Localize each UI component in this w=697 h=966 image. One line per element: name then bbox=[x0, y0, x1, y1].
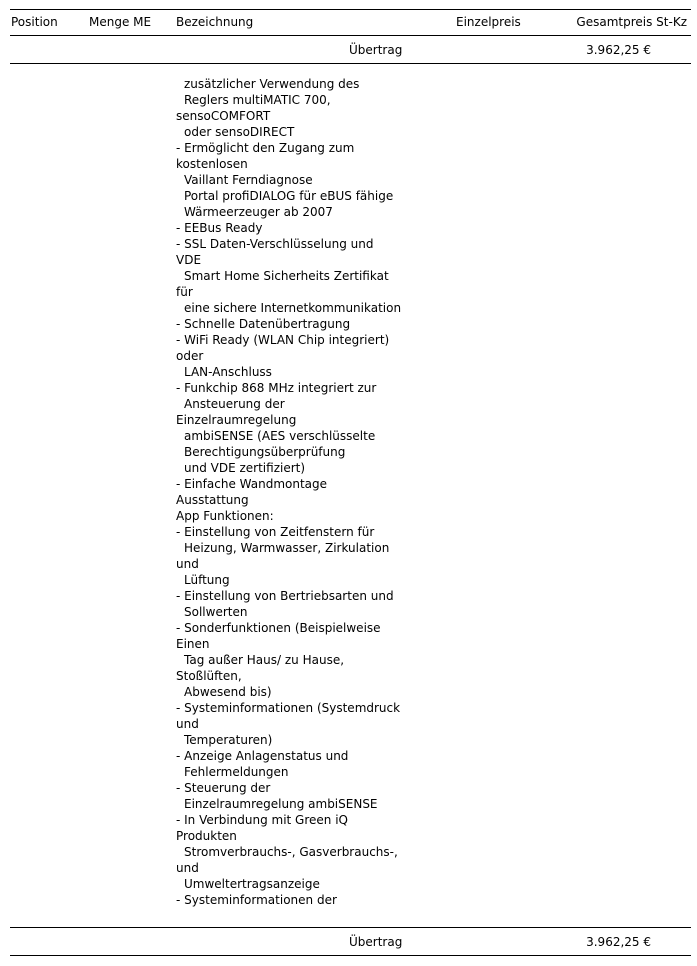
description-line: - Anzeige Anlagenstatus und bbox=[176, 749, 349, 763]
description-line: Ansteuerung der bbox=[184, 397, 285, 411]
description-line: oder sensoDIRECT bbox=[184, 125, 295, 139]
description-line: eine sichere Internetkommunikation bbox=[184, 301, 402, 315]
header-top-rule bbox=[10, 9, 691, 10]
description-line: - Ermöglicht den Zugang zum bbox=[176, 141, 355, 155]
carry-over-label-top: Übertrag bbox=[349, 43, 403, 57]
description-line: - EEBus Ready bbox=[176, 221, 263, 235]
description-line: - Steuerung der bbox=[176, 781, 271, 795]
description-line: Berechtigungsüberprüfung bbox=[184, 445, 346, 459]
description-line: App Funktionen: bbox=[176, 509, 274, 523]
description-line: - SSL Daten-Verschlüsselung und bbox=[176, 237, 374, 251]
description-line: Umweltertragsanzeige bbox=[184, 877, 320, 891]
description-line: - Systeminformationen der bbox=[176, 893, 337, 907]
description-line: Einzelraumregelung ambiSENSE bbox=[184, 797, 378, 811]
description-line: oder bbox=[176, 349, 204, 363]
description-line: Smart Home Sicherheits Zertifikat bbox=[184, 269, 389, 283]
description-line: Vaillant Ferndiagnose bbox=[184, 173, 313, 187]
description-line: - Systeminformationen (Systemdruck bbox=[176, 701, 401, 715]
description-line: Abwesend bis) bbox=[184, 685, 272, 699]
description-line: Lüftung bbox=[184, 573, 230, 587]
description-line: Ausstattung bbox=[176, 493, 249, 507]
column-header-menge-me: Menge ME bbox=[89, 15, 152, 29]
description-line: - Einstellung von Zeitfenstern für bbox=[176, 525, 375, 539]
description-line: Reglers multiMATIC 700, bbox=[184, 93, 331, 107]
description-line: - Einstellung von Bertriebsarten und bbox=[176, 589, 394, 603]
carry-over-top-rule bbox=[10, 63, 691, 64]
description-line: Portal profiDIALOG für eBUS fähige bbox=[184, 189, 394, 203]
description-line: kostenlosen bbox=[176, 157, 248, 171]
description-line: LAN-Anschluss bbox=[184, 365, 272, 379]
description-line: Einen bbox=[176, 637, 210, 651]
description-line: - Sonderfunktionen (Beispielweise bbox=[176, 621, 381, 635]
description-line: zusätzlicher Verwendung des bbox=[184, 77, 360, 91]
column-header-einzelpreis: Einzelpreis bbox=[456, 15, 521, 29]
item-description bbox=[176, 76, 416, 908]
description-line: sensoCOMFORT bbox=[176, 109, 271, 123]
header-bottom-rule bbox=[10, 35, 691, 36]
description-line: Tag außer Haus/ zu Hause, bbox=[184, 653, 345, 667]
description-line: und bbox=[176, 717, 199, 731]
description-line: für bbox=[176, 285, 193, 299]
carry-over-amount-top: 3.962,25 € bbox=[586, 43, 651, 57]
description-line: - Schnelle Datenübertragung bbox=[176, 317, 351, 331]
description-line: Sollwerten bbox=[184, 605, 248, 619]
description-line: ambiSENSE (AES verschlüsselte bbox=[184, 429, 376, 443]
description-line: und bbox=[176, 557, 199, 571]
column-header-position: Position bbox=[11, 15, 58, 29]
description-line: - Funkchip 868 MHz integriert zur bbox=[176, 381, 377, 395]
description-line: VDE bbox=[176, 253, 202, 267]
description-line: Produkten bbox=[176, 829, 237, 843]
column-header-gesamtpreis-stkz: Gesamtpreis St-Kz bbox=[576, 15, 687, 29]
description-line: - Einfache Wandmontage bbox=[176, 477, 328, 491]
description-line: und VDE zertifiziert) bbox=[184, 461, 306, 475]
description-line: Einzelraumregelung bbox=[176, 413, 297, 427]
carry-over-amount-bottom: 3.962,25 € bbox=[586, 935, 651, 949]
description-line: Heizung, Warmwasser, Zirkulation bbox=[184, 541, 390, 555]
description-line: Temperaturen) bbox=[184, 733, 273, 747]
carry-over-bottom-top-rule bbox=[10, 927, 691, 928]
carry-over-bottom-rule bbox=[10, 955, 691, 956]
carry-over-label-bottom: Übertrag bbox=[349, 935, 403, 949]
column-header-bezeichnung: Bezeichnung bbox=[176, 15, 254, 29]
description-line: Fehlermeldungen bbox=[184, 765, 289, 779]
description-line: - WiFi Ready (WLAN Chip integriert) bbox=[176, 333, 390, 347]
description-line: Wärmeerzeuger ab 2007 bbox=[184, 205, 333, 219]
description-line: Stoßlüften, bbox=[176, 669, 242, 683]
description-line: Stromverbrauchs-, Gasverbrauchs-, bbox=[184, 845, 398, 859]
description-line: und bbox=[176, 861, 199, 875]
description-line: - In Verbindung mit Green iQ bbox=[176, 813, 348, 827]
